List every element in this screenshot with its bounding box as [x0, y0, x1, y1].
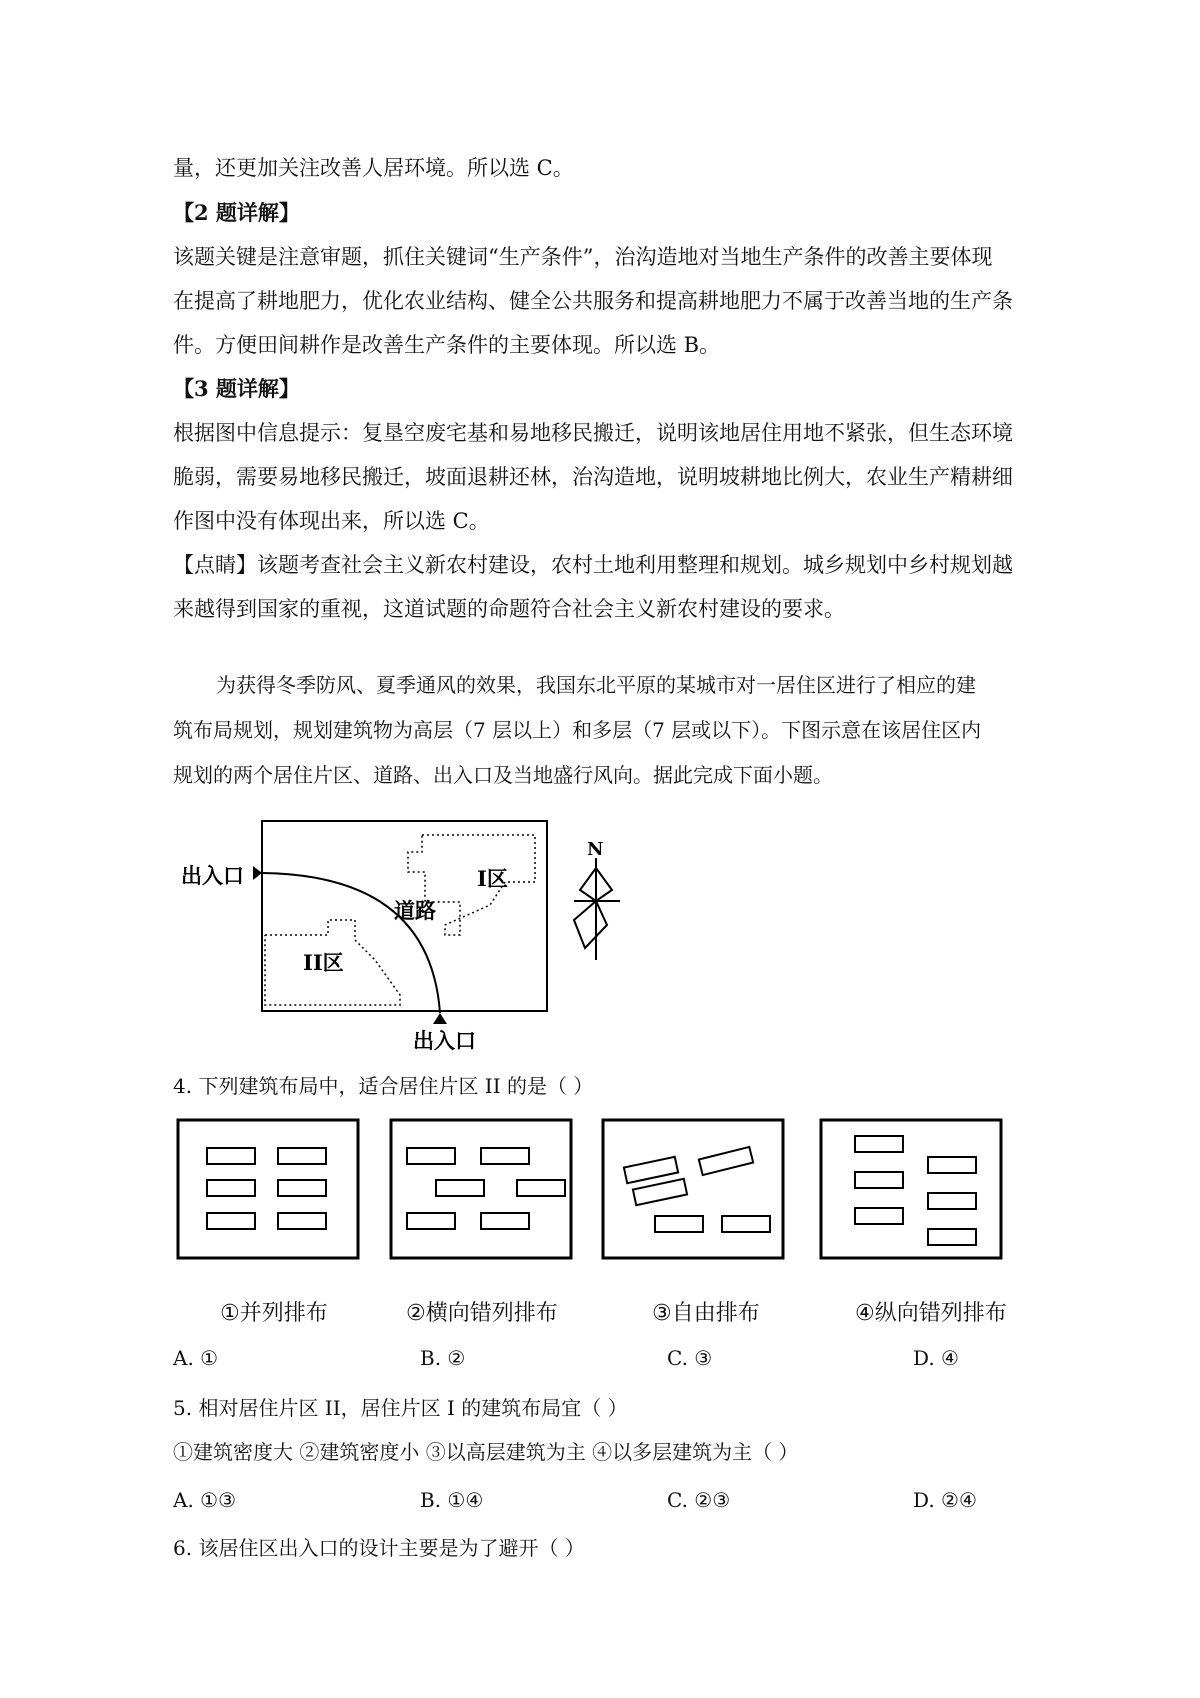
layout-caption-4: ④纵向错列排布 — [855, 1301, 1007, 1326]
q4-option-c[interactable]: C. ③ — [667, 1346, 713, 1370]
layout-diagram-free — [603, 1120, 783, 1258]
entrance-bottom-arrow — [433, 1013, 447, 1024]
layout-diagram-parallel — [178, 1120, 358, 1258]
q4-option-b[interactable]: B. ② — [420, 1346, 466, 1370]
q5-option-a[interactable]: A. ①③ — [173, 1488, 237, 1512]
zone1-boundary — [408, 835, 535, 935]
intro-line-2: 筑布局规划，规划建筑物为高层（7 层以上）和多层（7 层或以下）。下图示意在该居住区内 — [173, 718, 982, 742]
intro-line-1: 为获得冬季防风、夏季通风的效果，我国东北平原的某城市对一居住区进行了相应的建 — [216, 673, 976, 697]
answer-line-1: 量，还更加关注改善人居环境。所以选 C。 — [173, 156, 574, 180]
answer-line-3: 该题关键是注意审题，抓住关键词“生产条件”，治沟造地对当地生产条件的改善主要体现 — [173, 245, 993, 269]
answer-line-8: 脆弱，需要易地移民搬迁，坡面退耕还林，治沟造地，说明坡耕地比例大，农业生产精耕细 — [173, 465, 1013, 489]
answer-line-7: 根据图中信息提示：复垦空废宅基和易地移民搬迁，说明该地居住用地不紧张，但生态环境 — [173, 421, 1013, 445]
answer-line-10: 【点睛】该题考查社会主义新农村建设，农村土地利用整理和规划。城乡规划中乡村规划越 — [173, 553, 1013, 577]
wind-rose-icon — [574, 858, 620, 960]
entrance-bottom-label: 出入口 — [413, 1028, 476, 1053]
q4-option-a[interactable]: A. ① — [173, 1346, 219, 1370]
layout-caption-3: ③自由排布 — [652, 1301, 760, 1326]
answer-heading-q3: 【3 题详解】 — [173, 376, 300, 401]
q5-option-c[interactable]: C. ②③ — [667, 1488, 731, 1512]
answer-line-5: 件。方便田间耕作是改善生产条件的主要体现。所以选 B。 — [173, 333, 721, 357]
answer-line-11: 来越得到国家的重视，这道试题的命题符合社会主义新农村建设的要求。 — [173, 597, 845, 621]
layout-caption-2: ②横向错列排布 — [406, 1301, 558, 1326]
north-label: N — [587, 839, 604, 860]
q5-items: ①建筑密度大 ②建筑密度小 ③以高层建筑为主 ④以多层建筑为主（ ） — [173, 1440, 799, 1464]
map-frame — [262, 821, 547, 1011]
q5-option-b[interactable]: B. ①④ — [420, 1488, 484, 1512]
answer-line-9: 作图中没有体现出来，所以选 C。 — [173, 509, 490, 533]
q5-stem: 5. 相对居住片区 II，居住片区 I 的建筑布局宜（ ） — [173, 1396, 628, 1420]
q6-stem: 6. 该居住区出入口的设计主要是为了避开（ ） — [173, 1536, 585, 1560]
layout-diagram-horizontal-staggered — [391, 1120, 571, 1258]
intro-line-3: 规划的两个居住片区、道路、出入口及当地盛行风向。据此完成下面小题。 — [173, 763, 833, 787]
q4-option-d[interactable]: D. ④ — [913, 1346, 959, 1370]
q5-option-d[interactable]: D. ②④ — [913, 1488, 977, 1512]
layout-diagram-vertical-staggered — [821, 1120, 1001, 1258]
zone2-boundary — [265, 920, 400, 1005]
q4-stem: 4. 下列建筑布局中，适合居住片区 II 的是（ ） — [173, 1074, 594, 1098]
zone1-label: I区 — [477, 866, 508, 891]
answer-heading-q2: 【2 题详解】 — [173, 200, 300, 225]
road-curve — [262, 873, 440, 1013]
layout-caption-1: ①并列排布 — [220, 1301, 328, 1326]
entrance-left-arrow — [253, 866, 262, 880]
road-label: 道路 — [394, 898, 436, 923]
answer-line-4: 在提高了耕地肥力，优化农业结构、健全公共服务和提高耕地肥力不属于改善当地的生产条 — [173, 289, 1013, 313]
zone2-label: II区 — [303, 950, 344, 975]
entrance-left-label: 出入口 — [181, 863, 244, 888]
